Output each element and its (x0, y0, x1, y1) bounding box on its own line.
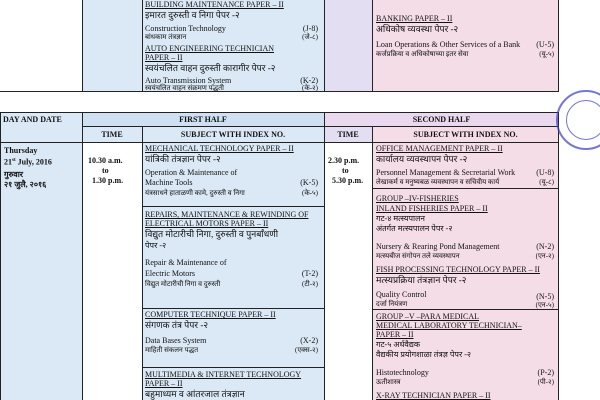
group5-heading-mr1: गट-५ अर्धवैद्यक (376, 340, 421, 349)
quality-control: Quality Control (376, 290, 427, 299)
second-subject-header: SUBJECT WITH INDEX NO. (413, 130, 518, 139)
group5-heading-mr2: वैद्यकीय प्रयोगशाळा तंत्रज्ञ पेपर -२ (376, 350, 472, 359)
machine-tools-1: Operation & Maintenance of (145, 168, 238, 177)
electric-motors-code-mr: (टी-२) (302, 280, 318, 288)
loan-operations-code-mr: (यू-५) (539, 50, 554, 58)
electrical-heading-1: REPAIRS, MAINTENANCE & REWINDING OF (145, 210, 309, 219)
computer-heading-mr: संगणक तंत्र पेपर -२ (145, 320, 209, 330)
nursery-pond-code: (N-2) (536, 242, 554, 251)
electric-motors-mr: विद्युत मोटारीची निगा व दुरुस्ती (145, 280, 221, 288)
first-time-start: 10.30 a.m. (88, 156, 123, 165)
date-label: 21st July, 2016 (4, 157, 52, 167)
multimedia-heading-mr: बहुमाध्यम व आंतरजाल तंत्रज्ञान (145, 389, 245, 399)
official-stamp-inner (566, 100, 600, 140)
auto-transmission-code-mr: (के-२) (301, 84, 318, 92)
auto-engineering-heading: AUTO ENGINEERING TECHNICIAN (145, 44, 275, 53)
fish-processing-heading-mr: मत्स्यप्रक्रिया तंत्रज्ञान पेपर -२ (376, 275, 467, 285)
xray-heading: X-RAY TECHNICIAN PAPER – II (376, 391, 491, 400)
construction-technology: Construction Technology (145, 24, 226, 33)
banking-heading-mr: अधिकोष व्यवस्था पेपर -२ (376, 24, 459, 34)
day-label: Thursday (4, 146, 38, 155)
group4-heading-2: INLAND FISHERIES PAPER – II (376, 204, 488, 213)
auto-transmission: Auto Transmission System (145, 76, 232, 85)
multimedia-heading-1: MULTIMEDIA & INTERNET TECHNOLOGY (145, 370, 302, 379)
group5-heading-3: PAPER – II (376, 330, 414, 339)
group5-heading-1: GROUP –V –PARA MEDICAL (376, 312, 480, 321)
machine-tools-2: Machine Tools (145, 178, 193, 187)
first-time-to: to (102, 166, 109, 175)
electric-motors-1: Repair & Maintenance of (145, 258, 227, 267)
group4-heading-1: GROUP –IV-FISHERIES (376, 194, 459, 203)
office-heading: OFFICE MANAGEMENT PAPER – II (376, 144, 503, 153)
loan-operations: Loan Operations & Other Services of a Bank (376, 40, 521, 49)
electrical-heading-2: ELECTRICAL MOTORS PAPER – II (145, 219, 269, 228)
banking-heading: BANKING PAPER – II (376, 14, 453, 23)
second-time-end: 5.30 p.m. (332, 176, 364, 185)
auto-engineering-heading-paper: PAPER – II (145, 53, 183, 62)
first-half-header: FIRST HALF (179, 115, 227, 124)
day-label-mr: गुरुवार (4, 170, 24, 179)
personnel-management-code-mr: (यू-८) (539, 178, 554, 186)
electric-motors-code: (T-2) (301, 269, 318, 278)
mechanical-heading-mr: यांत्रिकी तंत्रज्ञान पेपर -२ (145, 154, 221, 164)
personnel-management: Personnel Management & Secretarial Work (376, 168, 516, 177)
loan-operations-code: (U-5) (536, 40, 554, 49)
nursery-pond-mr: मत्स्यबीज संगोपन तले व्यवस्थापन (376, 252, 460, 260)
nursery-pond-code-mr: (एन-२) (535, 252, 554, 260)
construction-technology-mr: बांधकाम तंत्रज्ञान (145, 33, 187, 41)
machine-tools-mr: यंत्रसाधने हाताळणी कामे, दुरुस्ती व निगा (145, 189, 245, 197)
electrical-heading-mr: विद्युत मोटारीची निगा, दुरुस्ती व पुनर्बांधणी (145, 229, 279, 239)
building-maintenance-heading-mr: इमारत दुरुस्ती व निगा पेपर -२ (145, 10, 240, 20)
second-half-header: SECOND HALF (412, 115, 471, 124)
histotechnology-code: (P-2) (537, 368, 554, 377)
machine-tools-code-mr: (के-५) (301, 189, 318, 197)
fish-processing-heading: FISH PROCESSING TECHNOLOGY PAPER – II (376, 265, 540, 274)
nursery-pond: Nursery & Rearing Pond Management (376, 242, 500, 251)
data-bases-code: (X-2) (300, 336, 318, 345)
first-time-end: 1.30 p.m. (92, 176, 124, 185)
quality-control-mr: दर्जा नियंत्रण (376, 300, 408, 308)
mechanical-heading: MECHANICAL TECHNOLOGY PAPER – II (145, 144, 294, 153)
group4-heading-mr2: अंतर्गत मत्स्यपालन पेपर -२ (376, 224, 453, 233)
auto-transmission-mr: स्वयंचलित वाहन संक्रमण पद्धती (145, 84, 224, 92)
data-bases: Data Bases System (145, 336, 207, 345)
histotechnology-code-mr: (पी-२) (537, 378, 554, 386)
personnel-management-mr: लेखाकर्म व मनुष्यबळ व्यवस्थापन व सचिवीय कार्य (376, 178, 500, 186)
quality-control-code-mr: (एन-५) (535, 301, 554, 309)
quality-control-code: (N-5) (536, 292, 554, 301)
data-bases-mr: माहिती संकलन पद्धत (145, 346, 199, 354)
auto-transmission-code: (K-2) (300, 76, 318, 85)
first-time-header: TIME (101, 130, 123, 139)
group5-heading-2: MEDICAL LABORATORY TECHNICIAN– (376, 321, 522, 330)
exam-table (0, 112, 600, 400)
day-date-header: DAY AND DATE (3, 115, 62, 124)
top-table (0, 0, 600, 96)
data-bases-code-mr: (एक्स-२) (294, 346, 318, 354)
histotechnology: Histotechnology (376, 368, 429, 377)
personnel-management-code: (U-8) (536, 168, 554, 177)
office-heading-mr: कार्यालय व्यवस्थापन पेपर -२ (376, 154, 468, 164)
electrical-heading-mr2: पेपर -२ (145, 241, 167, 250)
first-subject-header: SUBJECT WITH INDEX NO. (180, 130, 286, 139)
machine-tools-code: (K-5) (300, 178, 318, 187)
auto-engineering-heading-mr: स्वयंचलित वाहन दुरुस्ती कारागीर पेपर -२ (145, 63, 276, 73)
electric-motors-2: Electric Motors (145, 269, 195, 278)
second-time-header: TIME (337, 130, 359, 139)
second-time-to: to (342, 166, 349, 175)
group4-heading-mr1: गट-४ मत्स्यपालन (376, 214, 425, 223)
construction-technology-code-mr: (जे-८) (302, 33, 318, 41)
multimedia-heading-2: PAPER – II (145, 379, 183, 388)
second-time-start: 2.30 p.m. (328, 156, 360, 165)
date-label-mr: २१ जुलै, २०१६ (4, 180, 47, 189)
building-maintenance-heading: BUILDING MAINTENANCE PAPER – II (145, 0, 284, 9)
histotechnology-mr: ऊतीशास्त्र (376, 378, 401, 386)
construction-technology-code: (J-8) (302, 24, 318, 33)
loan-operations-mr: कर्जप्रक्रिया व अधिकोषाच्या इतर सेवा (376, 50, 469, 58)
computer-heading: COMPUTER TECHNIQUE PAPER – II (145, 310, 276, 319)
